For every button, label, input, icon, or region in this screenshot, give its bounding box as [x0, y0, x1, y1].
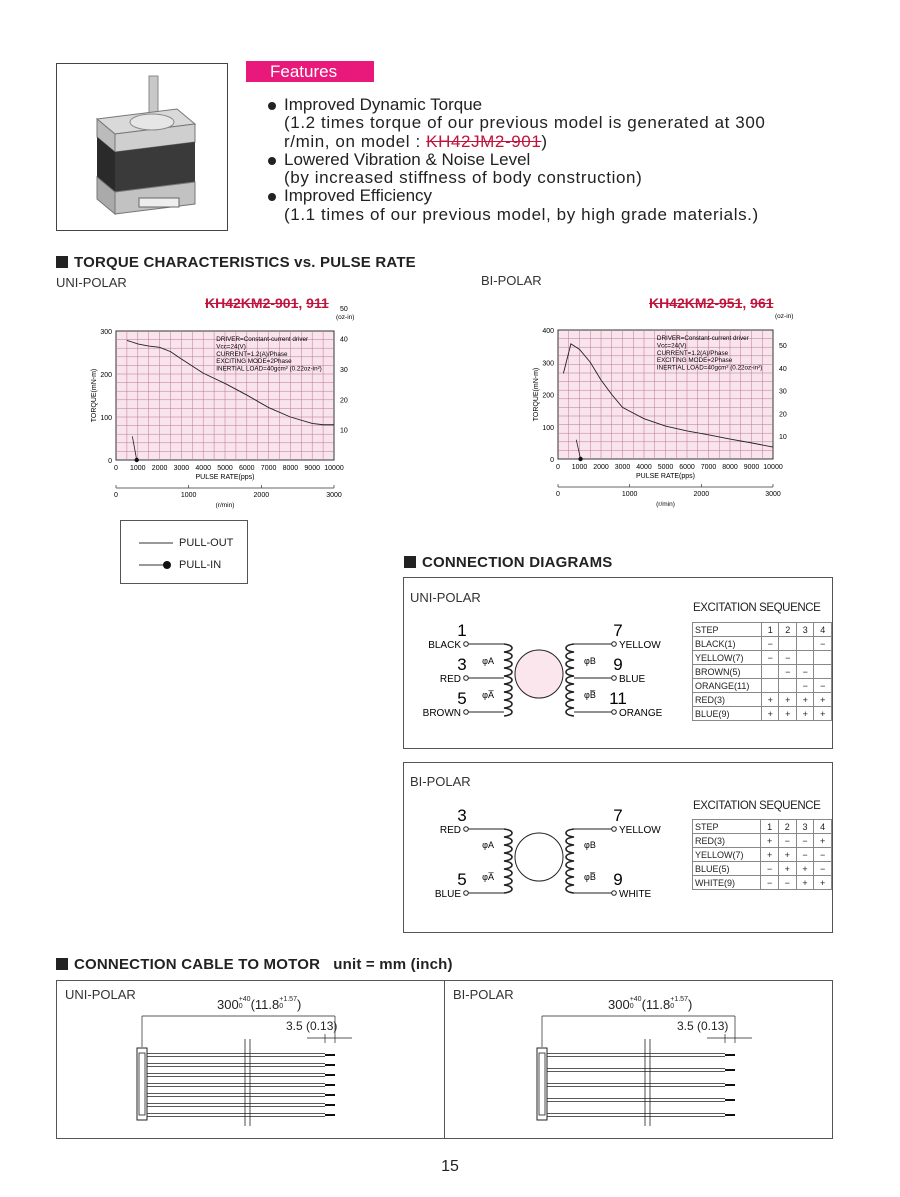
table-cell: + — [779, 707, 797, 721]
x-tick-label: 2000 — [593, 464, 609, 471]
wire-color-label: BROWN — [422, 708, 461, 719]
x-tick-label: 4000 — [636, 464, 652, 471]
y-tick-label: 100 — [100, 415, 112, 422]
table-cell: 4 — [814, 623, 832, 637]
wire-color-label: YELLOW — [619, 825, 661, 836]
torque-heading — [56, 254, 416, 271]
rpm-axis-label: (r/min) — [215, 502, 235, 509]
phase-label: φA — [482, 656, 494, 666]
table-cell: − — [814, 637, 832, 651]
table-cell — [796, 651, 814, 665]
connection-heading — [404, 554, 612, 571]
tolerance-up: +40 — [629, 996, 642, 1003]
terminal-number: 7 — [613, 621, 623, 640]
chart-legend — [120, 520, 248, 584]
x-tick-label: 3000 — [614, 464, 631, 471]
x-tick-label: 0 — [556, 464, 560, 471]
tolerance-down: 0 — [629, 1003, 634, 1010]
y-tick-label: 0 — [550, 457, 554, 464]
tolerance-up: +40 — [238, 996, 251, 1003]
table-cell: − — [814, 679, 832, 693]
x-tick-label: 10000 — [763, 464, 783, 471]
y2-axis-label: (oz-in) — [336, 314, 355, 321]
feature-title: Lowered Vibration & Noise Level — [284, 149, 531, 169]
table-cell: + — [761, 707, 779, 721]
x-axis-label: PULSE RATE(pps) — [195, 474, 255, 481]
terminal-icon — [464, 891, 469, 896]
terminal-number: 11 — [609, 689, 627, 708]
table-row-label: BLUE(9) — [693, 707, 762, 721]
feature-detail — [268, 133, 838, 151]
chart-annotation: EXCITING MODE=2Phase — [656, 357, 733, 365]
table-cell: 3 — [796, 820, 814, 834]
table-cell: + — [761, 848, 779, 862]
tolerance-up: +1.57 — [279, 996, 297, 1003]
table-row-label: BROWN(5) — [693, 665, 762, 679]
table-cell: − — [814, 848, 832, 862]
feature-detail: (by increased stiffness of body construction) — [284, 168, 643, 188]
y2-tick-label: 40 — [340, 336, 348, 344]
table-row — [693, 693, 832, 707]
table-cell: + — [778, 862, 796, 876]
length-value: 300 — [608, 997, 630, 1012]
table-cell: 4 — [814, 820, 832, 834]
y-tick-label: 0 — [108, 458, 112, 465]
table-cell — [779, 679, 797, 693]
terminal-icon — [612, 710, 617, 715]
rpm-tick-label: 2000 — [693, 491, 710, 498]
feature-detail: (1.2 times torque of our previous model is generated at 300 — [284, 113, 766, 133]
table-cell: + — [796, 707, 814, 721]
table-row — [693, 707, 832, 721]
connector-housing — [137, 1048, 147, 1120]
legend-swatches — [137, 537, 177, 571]
table-row — [693, 876, 832, 890]
rotor-circle — [515, 833, 563, 881]
y2-tick-label: 50 — [340, 306, 348, 314]
table-cell: + — [779, 693, 797, 707]
chart-annotation: CURRENT=1.2(A)/Phase — [656, 349, 729, 357]
x-axis-label: PULSE RATE(pps) — [636, 473, 695, 480]
features-list — [268, 96, 838, 224]
table-cell: + — [796, 876, 814, 890]
table-cell: + — [814, 707, 832, 721]
uni-polar-diagram-box — [403, 577, 833, 749]
table-cell: + — [814, 834, 832, 848]
table-cell: 2 — [778, 820, 796, 834]
rpm-tick-label: 0 — [114, 492, 118, 499]
table-cell — [761, 665, 779, 679]
chart-annotation: Vcc=24(V) — [656, 342, 687, 350]
uni-polar-diagram-label: UNI-POLAR — [410, 590, 481, 605]
uni-excitation-table — [692, 622, 832, 721]
chart-annotation: Vcc=24(V) — [216, 343, 246, 351]
x-tick-label: 3000 — [173, 465, 190, 472]
terminal-icon — [612, 891, 617, 896]
bi-polar-torque-chart — [500, 313, 820, 508]
table-row — [693, 679, 832, 693]
chart-annotation: EXCITING MODE=2Phase — [216, 358, 292, 366]
y2-tick-label: 30 — [340, 366, 348, 374]
table-cell: − — [814, 862, 832, 876]
table-cell: + — [761, 693, 779, 707]
table-row-label: STEP — [693, 623, 762, 637]
table-cell — [796, 637, 814, 651]
x-tick-label: 6000 — [679, 464, 695, 471]
y-tick-label: 100 — [542, 424, 554, 432]
terminal-icon — [464, 710, 469, 715]
model-number: 961 — [750, 295, 774, 311]
phase-label: φA̅ — [482, 690, 494, 700]
excitation-table — [692, 819, 832, 890]
coil-winding — [566, 829, 574, 893]
x-tick-label: 7000 — [700, 464, 717, 471]
phase-label: φB̅ — [584, 690, 596, 700]
x-tick-label: 2000 — [151, 465, 168, 472]
y-tick-label: 300 — [542, 360, 554, 368]
connection-heading-text: CONNECTION DIAGRAMS — [422, 554, 613, 571]
table-row — [693, 834, 832, 848]
table-cell: 2 — [779, 623, 797, 637]
table-cell: − — [796, 665, 814, 679]
terminal-number: 9 — [613, 655, 623, 674]
table-cell: − — [796, 834, 814, 848]
table-cell: − — [796, 679, 814, 693]
feature-detail-close: ) — [541, 131, 548, 151]
table-header-row — [693, 623, 832, 637]
cable-heading — [56, 956, 453, 973]
terminal-number: 3 — [457, 655, 467, 674]
terminal-number: 9 — [613, 870, 623, 889]
x-tick-label: 8000 — [722, 464, 738, 471]
y2-tick-label: 10 — [340, 427, 348, 435]
table-cell: − — [796, 848, 814, 862]
chart-annotation: DRIVER=Constant-current driver — [656, 335, 749, 342]
model-number: 911 — [306, 295, 329, 311]
connector-housing — [537, 1048, 547, 1120]
table-row-label: STEP — [693, 820, 761, 834]
rpm-tick-label: 3000 — [326, 492, 342, 499]
table-cell: − — [779, 651, 797, 665]
x-tick-label: 9000 — [304, 465, 320, 472]
x-tick-label: 1000 — [571, 464, 588, 471]
terminal-number: 3 — [457, 806, 467, 825]
model-number: KH42KM2-951 — [649, 295, 743, 311]
stepper-motor-image — [57, 64, 227, 230]
excitation-title: EXCITATION SEQUENCE — [693, 602, 821, 614]
length-close: ) — [687, 997, 693, 1012]
table-cell: − — [761, 876, 779, 890]
x-tick-label: 5000 — [217, 465, 233, 472]
table-cell: + — [796, 862, 814, 876]
rpm-tick-label: 3000 — [765, 491, 781, 498]
table-row-label: BLACK(1) — [693, 637, 762, 651]
table-cell: + — [814, 876, 832, 890]
strip-length-dim: 3.5 (0.13) — [677, 1019, 729, 1033]
wire-color-label: RED — [439, 825, 461, 836]
table-row-label: YELLOW(7) — [693, 848, 761, 862]
table-row — [693, 651, 832, 665]
strip-length-dim: 3.5 (0.13) — [286, 1019, 338, 1033]
tolerance-down: 0 — [670, 1003, 675, 1010]
feature-item — [268, 187, 838, 205]
rpm-tick-label: 0 — [556, 491, 560, 498]
y-tick-label: 300 — [100, 329, 112, 336]
motor-photo — [56, 63, 228, 231]
phase-label: φA — [482, 840, 494, 850]
table-row-label: BLUE(5) — [693, 862, 761, 876]
terminal-number: 5 — [457, 689, 467, 708]
length-value: 300 — [217, 997, 239, 1012]
wire-color-label: BLUE — [619, 674, 646, 685]
terminal-number: 7 — [613, 806, 623, 825]
square-bullet-icon — [56, 958, 68, 970]
feature-detail: (1.1 times of our previous model, by high grade materials.) — [284, 204, 759, 224]
table-cell: + — [814, 693, 832, 707]
table-row-label: RED(3) — [693, 834, 761, 848]
torque-heading-text: TORQUE CHARACTERISTICS vs. PULSE RATE — [74, 254, 416, 271]
y2-axis-label: (oz-in) — [775, 313, 794, 320]
terminal-number: 1 — [457, 621, 467, 640]
wire-color-label: YELLOW — [619, 640, 661, 651]
uni-polar-label: UNI-POLAR — [56, 275, 127, 290]
coil-winding — [566, 644, 574, 716]
y2-tick-label: 20 — [779, 411, 787, 419]
rpm-tick-label: 1000 — [180, 492, 197, 499]
x-tick-label: 1000 — [130, 465, 146, 472]
table-cell — [814, 665, 832, 679]
excitation-title: EXCITATION SEQUENCE — [693, 800, 821, 812]
table-cell — [761, 679, 779, 693]
table-row — [693, 848, 832, 862]
bi-polar-diagram-box — [403, 762, 833, 933]
table-cell: + — [761, 834, 779, 848]
x-tick-label: 0 — [114, 465, 118, 472]
table-cell: 1 — [761, 623, 779, 637]
wire-color-label: BLACK — [428, 640, 461, 651]
previous-model: KH42JM2-901 — [426, 131, 542, 151]
table-cell — [779, 637, 797, 651]
y2-tick-label: 50 — [779, 343, 787, 351]
cable-box — [56, 980, 833, 1139]
legend-pull-out: PULL-OUT — [179, 537, 234, 549]
y2-tick-label: 40 — [779, 365, 787, 373]
table-cell: − — [779, 665, 797, 679]
pull-in-dot-icon — [163, 561, 171, 569]
pull-in-point — [135, 458, 139, 462]
square-bullet-icon — [404, 556, 416, 568]
table-row — [693, 665, 832, 679]
cable-drawing — [57, 981, 834, 1138]
feature-title: Improved Efficiency — [284, 186, 433, 206]
feature-item — [268, 96, 838, 114]
table-cell: − — [761, 862, 779, 876]
table-row-label: ORANGE(11) — [693, 679, 762, 693]
terminal-number: 5 — [457, 870, 467, 889]
y2-tick-label: 20 — [340, 397, 348, 405]
rpm-axis-label: (r/min) — [656, 501, 675, 508]
table-row-label: YELLOW(7) — [693, 651, 762, 665]
y2-tick-label: 10 — [779, 434, 787, 442]
x-tick-label: 6000 — [239, 465, 255, 472]
x-tick-label: 8000 — [282, 465, 299, 472]
terminal-icon — [612, 676, 617, 681]
chart-annotation: DRIVER=Constant-current driver — [216, 336, 309, 343]
y-axis-label: TORQUE(mN-m) — [533, 367, 540, 422]
wire-color-label: ORANGE — [619, 708, 663, 719]
cable-heading-text: CONNECTION CABLE TO MOTOR — [74, 956, 321, 973]
wire-color-label: WHITE — [619, 889, 652, 900]
bi-polar-label: BI-POLAR — [481, 273, 542, 288]
excitation-table — [692, 622, 832, 721]
y-tick-label: 400 — [542, 328, 554, 335]
y2-tick-label: 30 — [779, 388, 787, 396]
uni-polar-wiring-diagram — [404, 618, 674, 738]
coil-winding — [504, 829, 512, 893]
table-cell: − — [778, 876, 796, 890]
phase-label: φB — [584, 656, 596, 666]
length-inch: (11.8 — [641, 997, 671, 1012]
square-bullet-icon — [56, 256, 68, 268]
feature-detail-text: r/min, on model : — [284, 131, 427, 151]
y-axis-label: TORQUE(mN-m) — [91, 368, 98, 423]
legend-pull-in: PULL-IN — [179, 559, 222, 571]
uni-model-title — [205, 295, 329, 311]
phase-label: φB — [584, 840, 596, 850]
table-cell: − — [778, 834, 796, 848]
terminal-icon — [612, 827, 617, 832]
model-sep: , — [298, 295, 307, 311]
y-tick-label: 200 — [100, 372, 112, 379]
rpm-tick-label: 1000 — [621, 491, 638, 498]
table-cell: + — [778, 848, 796, 862]
x-tick-label: 7000 — [260, 465, 277, 472]
coil-winding — [504, 644, 512, 716]
pull-in-point — [578, 457, 582, 461]
x-tick-label: 4000 — [195, 465, 211, 472]
cable-uni-label: UNI-POLAR — [65, 987, 136, 1002]
terminal-icon — [612, 642, 617, 647]
tolerance-down: 0 — [279, 1003, 284, 1010]
table-cell: − — [761, 637, 779, 651]
table-header-row — [693, 820, 832, 834]
x-tick-label: 10000 — [324, 465, 344, 472]
table-row — [693, 862, 832, 876]
rotor-circle — [515, 650, 563, 698]
x-tick-label: 9000 — [743, 464, 760, 471]
model-number: KH42KM2-901 — [205, 295, 299, 311]
length-inch: (11.8 — [250, 997, 280, 1012]
bi-polar-wiring-diagram — [404, 799, 674, 909]
length-close: ) — [296, 997, 302, 1012]
phase-label: φB̅ — [584, 872, 596, 882]
bi-excitation-table — [692, 819, 832, 890]
feature-item — [268, 151, 838, 169]
table-row — [693, 637, 832, 651]
phase-label: φA̅ — [482, 872, 494, 882]
rpm-tick-label: 2000 — [253, 492, 270, 499]
uni-polar-torque-chart — [56, 306, 376, 510]
unit-note: unit = mm (inch) — [333, 956, 453, 973]
terminal-icon — [464, 642, 469, 647]
features-badge: Features — [246, 61, 374, 82]
chart-annotation: CURRENT=1.2(A)/Phase — [216, 350, 288, 358]
bi-model-title — [649, 295, 774, 311]
terminal-icon — [464, 676, 469, 681]
tolerance-down: 0 — [238, 1003, 243, 1010]
table-cell: − — [761, 651, 779, 665]
model-sep: , — [742, 295, 751, 311]
feature-title: Improved Dynamic Torque — [284, 95, 483, 114]
cable-bi-label: BI-POLAR — [453, 987, 514, 1002]
table-row-label: RED(3) — [693, 693, 762, 707]
x-tick-label: 5000 — [657, 464, 674, 471]
wire-color-label: BLUE — [434, 889, 461, 900]
terminal-icon — [464, 827, 469, 832]
table-cell: 3 — [796, 623, 814, 637]
chart-annotation: INERTIAL LOAD=40gcm² (0.22oz-in²) — [216, 365, 322, 373]
table-cell: 1 — [761, 820, 779, 834]
bi-polar-diagram-label: BI-POLAR — [410, 774, 471, 789]
table-cell: + — [796, 693, 814, 707]
page-number: 15 — [441, 1158, 459, 1175]
y-tick-label: 200 — [542, 392, 554, 400]
wire-color-label: RED — [439, 674, 461, 685]
table-cell — [814, 651, 832, 665]
chart-annotation: INERTIAL LOAD=40gcm² (0.22oz-in²) — [656, 364, 763, 372]
table-row-label: WHITE(9) — [693, 876, 761, 890]
tolerance-up: +1.57 — [670, 996, 688, 1003]
